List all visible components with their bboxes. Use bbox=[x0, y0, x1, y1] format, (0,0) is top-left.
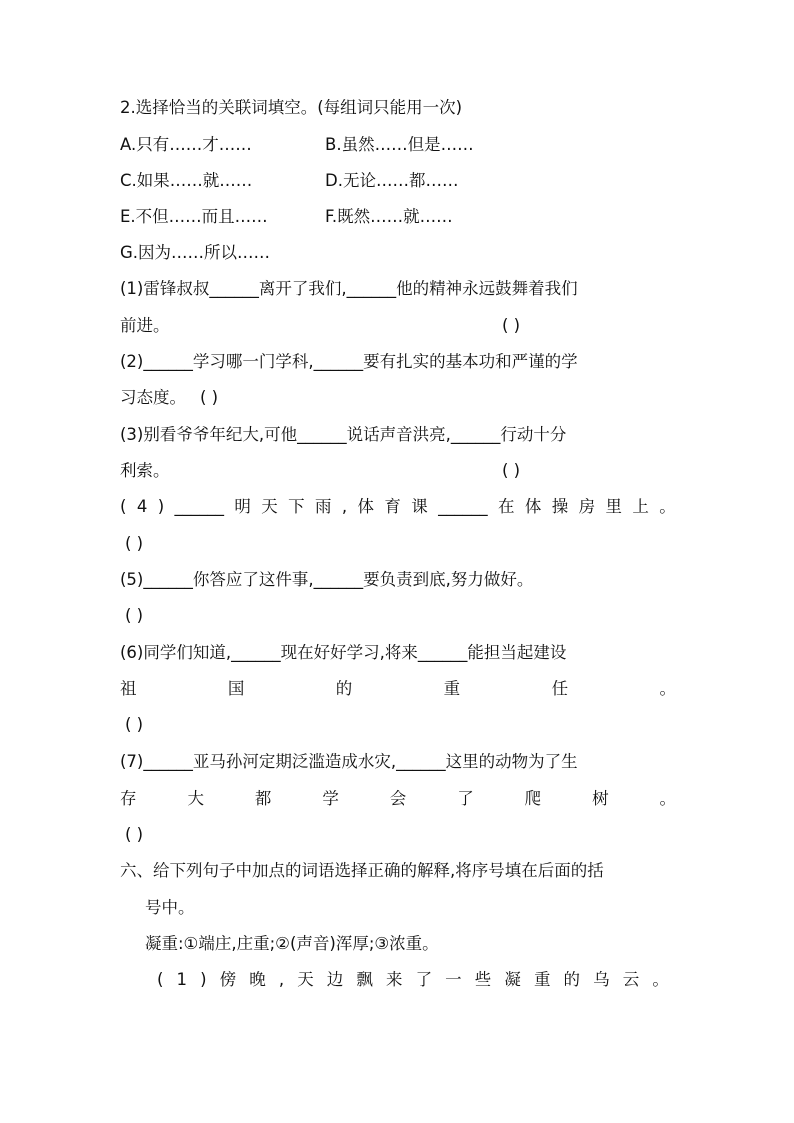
char: 体 bbox=[357, 497, 374, 516]
option-f: F.既然……就…… bbox=[325, 207, 453, 226]
item-6-line1: (6)同学们知道,______现在好好学习,将来______能担当起建设 bbox=[120, 643, 567, 662]
char: 天 bbox=[261, 497, 278, 516]
item-1-line1: (1)雷锋叔叔______离开了我们,______他的精神永远鼓舞着我们 bbox=[120, 279, 578, 298]
char: 国 bbox=[227, 679, 245, 698]
char: 。 bbox=[659, 789, 676, 808]
char: 晚 bbox=[249, 970, 266, 989]
item-4-line1 bbox=[120, 497, 676, 517]
char: 一 bbox=[445, 970, 462, 989]
item-6-line2 bbox=[120, 679, 676, 699]
char: 存 bbox=[120, 789, 137, 808]
item-7-line2 bbox=[120, 789, 676, 809]
item-1-answer-paren: ( ) bbox=[502, 316, 521, 335]
option-g: G.因为……所以…… bbox=[120, 243, 271, 262]
char: 飘 bbox=[356, 970, 373, 989]
item-3-line1: (3)别看爷爷年纪大,可他______说话声音洪亮,______行动十分 bbox=[120, 425, 567, 444]
option-d: D.无论……都…… bbox=[325, 171, 459, 190]
char: 傍 bbox=[219, 970, 237, 989]
char: 课 bbox=[411, 497, 428, 516]
char: 操 bbox=[551, 497, 569, 516]
item-1-line2: 前进。 bbox=[120, 316, 170, 335]
item-4-answer-paren: ( ) bbox=[125, 534, 144, 553]
char: 育 bbox=[384, 497, 401, 516]
item-5-line1: (5)______你答应了这件事,______要负责到底,努力做好。 bbox=[120, 570, 534, 589]
char: 会 bbox=[389, 789, 407, 808]
blank: ______ bbox=[174, 497, 224, 516]
section-6-title: 六、给下列句子中加点的词语选择正确的解释,将序号填在后面的括 bbox=[120, 861, 604, 880]
item-7-line1: (7)______亚马孙河定期泛滥造成水灾,______这里的动物为了生 bbox=[120, 752, 578, 771]
char: 凝 bbox=[504, 970, 521, 989]
definition-line: 凝重:①端庄,庄重;②(声音)浑厚;③浓重。 bbox=[145, 934, 439, 953]
char: 里 bbox=[605, 497, 622, 516]
char: 树 bbox=[592, 789, 609, 808]
char: 云 bbox=[622, 970, 640, 989]
option-e: E.不但……而且…… bbox=[120, 207, 268, 226]
char: 乌 bbox=[593, 970, 610, 989]
char: 重 bbox=[533, 970, 551, 989]
option-a: A.只有……才…… bbox=[120, 135, 252, 154]
section-6-title-cont: 号中。 bbox=[145, 898, 195, 917]
blank: ______ bbox=[438, 497, 488, 516]
option-c: C.如果……就…… bbox=[120, 171, 253, 190]
char: 都 bbox=[254, 789, 272, 808]
char: ( bbox=[157, 970, 164, 989]
char: 了 bbox=[457, 789, 474, 808]
char: 的 bbox=[335, 679, 353, 698]
char: 雨 bbox=[315, 497, 332, 516]
option-b: B.虽然……但是…… bbox=[325, 135, 474, 154]
item-2-line1: (2)______学习哪一门学科,______要有扎实的基本功和严谨的学 bbox=[120, 352, 578, 371]
char: 爬 bbox=[524, 789, 542, 808]
char: ) bbox=[200, 970, 207, 989]
item-2-line2: 习态度。 bbox=[120, 388, 186, 407]
char: 天 bbox=[297, 970, 314, 989]
char: 。 bbox=[652, 970, 669, 989]
char: 4 bbox=[136, 497, 148, 516]
char: 。 bbox=[659, 497, 676, 516]
char: ( bbox=[120, 497, 127, 516]
char: 体 bbox=[524, 497, 542, 516]
item-3-answer-paren: ( ) bbox=[502, 461, 521, 480]
char: 。 bbox=[659, 679, 676, 698]
char: 些 bbox=[474, 970, 492, 989]
char: 边 bbox=[326, 970, 344, 989]
char: 房 bbox=[578, 497, 596, 516]
char: 来 bbox=[385, 970, 403, 989]
char: 任 bbox=[551, 679, 569, 698]
char: , bbox=[341, 497, 348, 516]
char: ) bbox=[157, 497, 165, 516]
char: 学 bbox=[322, 789, 339, 808]
char: 重 bbox=[443, 679, 461, 698]
char: 下 bbox=[288, 497, 305, 516]
char: 祖 bbox=[120, 679, 137, 698]
char: 1 bbox=[176, 970, 188, 989]
item-5-answer-paren: ( ) bbox=[125, 606, 144, 625]
char: 了 bbox=[415, 970, 433, 989]
char: 在 bbox=[498, 497, 515, 516]
char: 大 bbox=[187, 789, 204, 808]
char: 上 bbox=[632, 497, 649, 516]
item-7-answer-paren: ( ) bbox=[125, 825, 144, 844]
question-2-title: 2.选择恰当的关联词填空。(每组词只能用一次) bbox=[120, 98, 463, 117]
item-2-answer-paren: ( ) bbox=[200, 388, 219, 407]
item-6-answer-paren: ( ) bbox=[125, 715, 144, 734]
char: 的 bbox=[563, 970, 581, 989]
item-3-line2: 利索。 bbox=[120, 461, 170, 480]
char: , bbox=[278, 970, 285, 989]
section-6-item-1 bbox=[157, 970, 669, 990]
char: 明 bbox=[234, 497, 251, 516]
